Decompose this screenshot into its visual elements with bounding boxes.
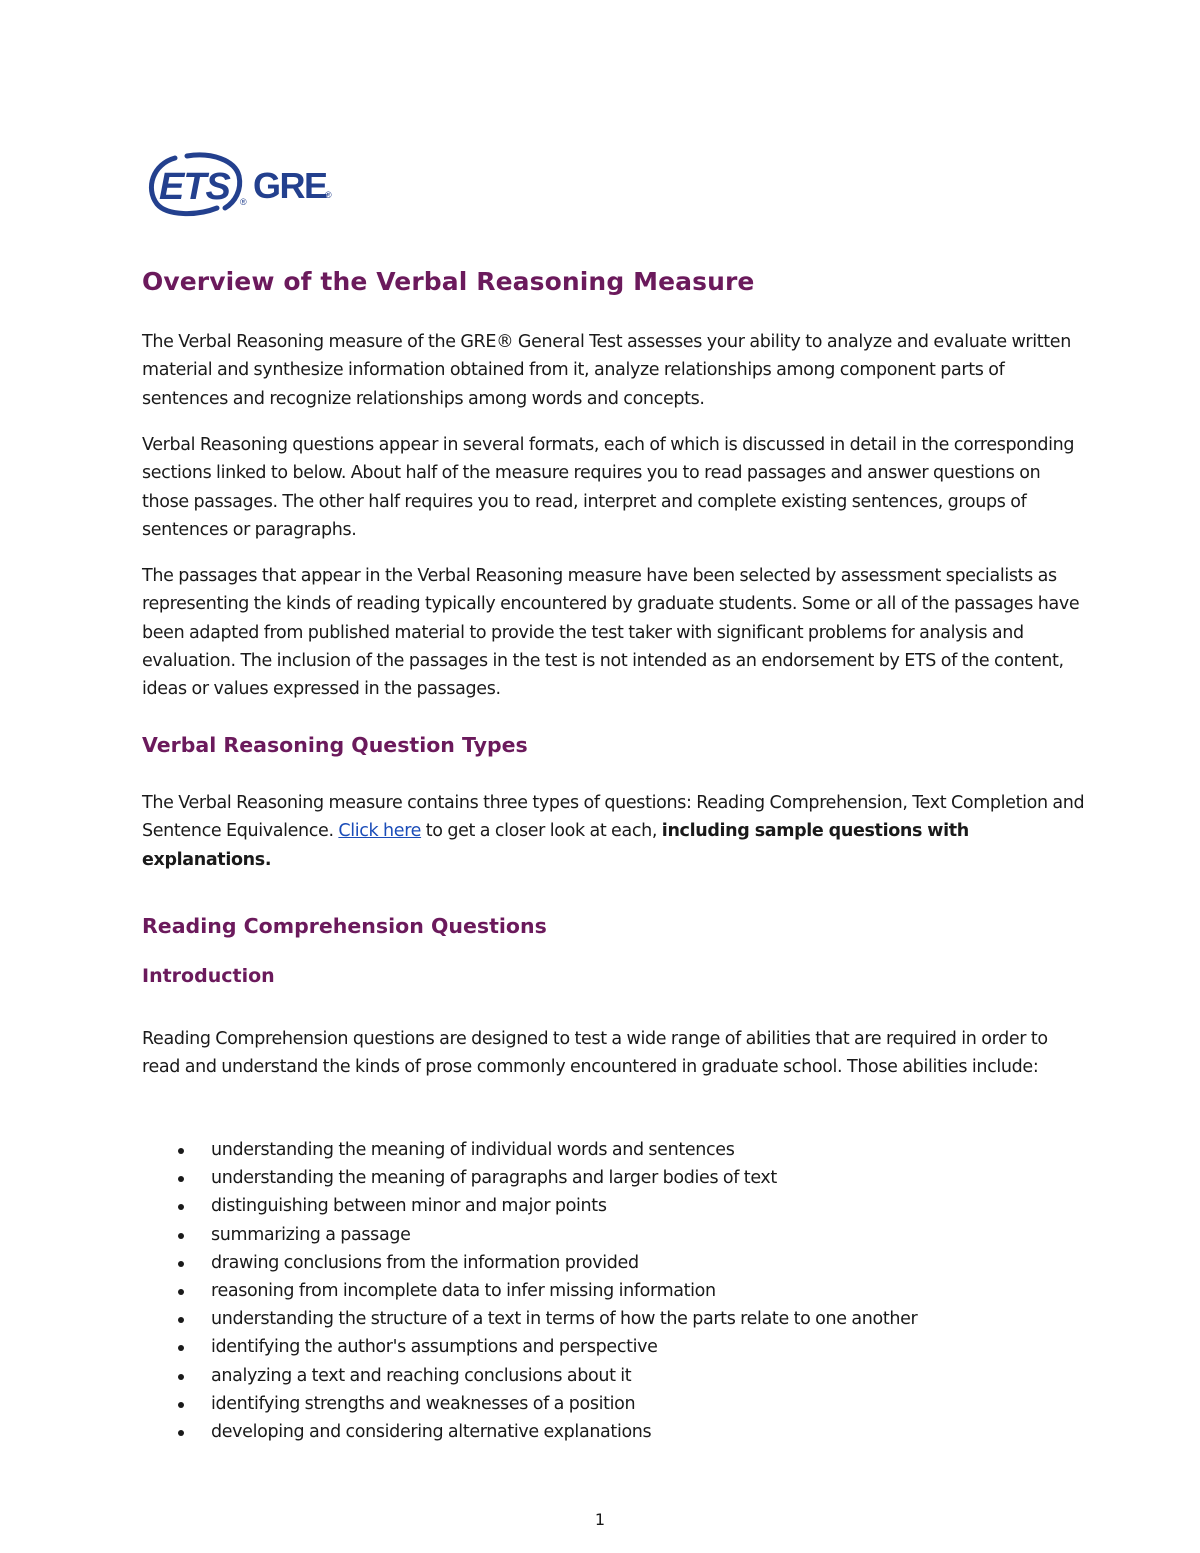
- page-title: Overview of the Verbal Reasoning Measure: [142, 267, 755, 296]
- list-item: [142, 1164, 1092, 1192]
- bullet-icon: [178, 1233, 184, 1239]
- svg-text:®: ®: [240, 197, 247, 207]
- list-item-text: drawing conclusions from the information provided: [211, 1252, 639, 1273]
- list-item: [142, 1277, 1092, 1305]
- list-item: [142, 1192, 1092, 1220]
- list-item: [142, 1136, 1092, 1164]
- question-types-text-after: to get a closer look at each,: [421, 821, 662, 842]
- reading-comprehension-intro: Reading Comprehension questions are designed to test a wide range of abilities that are required in order to read and understand the kinds of prose commonly encountered in graduate school. Those abilities include:: [142, 1029, 1048, 1078]
- list-item-text: understanding the meaning of paragraphs and larger bodies of text: [211, 1168, 777, 1189]
- introduction-subheading: Introduction: [142, 965, 275, 987]
- intro-paragraph-2: Verbal Reasoning questions appear in several formats, each of which is discussed in detail in the corresponding sections linked to below. About half of the measure requires you to read passages and answer questions on those passages. The other half requires you to read, interpret and complete existing sentences, groups of sentences or paragraphs.: [142, 435, 1075, 540]
- list-item: [142, 1333, 1092, 1361]
- question-types-bold-text: including sample questions with explanations: [142, 821, 969, 870]
- list-item-text: reasoning from incomplete data to infer missing information: [211, 1281, 716, 1302]
- bullet-icon: [178, 1261, 184, 1267]
- abilities-list: [142, 1136, 1092, 1446]
- bullet-icon: [178, 1289, 184, 1295]
- bullet-icon: [178, 1430, 184, 1436]
- bullet-icon: [178, 1204, 184, 1210]
- list-item-text: analyzing a text and reaching conclusions about it: [211, 1365, 632, 1386]
- question-types-text: The Verbal Reasoning measure contains three types of questions: Reading Comprehension, Text Completion and Sentence Equivalence.: [142, 793, 1085, 842]
- gre-logo-text: GRE: [253, 165, 327, 206]
- click-here-link[interactable]: Click here: [338, 821, 422, 842]
- bullet-icon: [178, 1402, 184, 1408]
- intro-paragraph-1: The Verbal Reasoning measure of the GRE® General Test assesses your ability to analyze and evaluate written material and synthesize information obtained from it, analyze relationships among component parts of sentences and recognize relationships among words and concepts.: [142, 332, 1071, 409]
- reading-comprehension-heading: Reading Comprehension Questions: [142, 914, 547, 938]
- svg-text:®: ®: [325, 190, 332, 200]
- list-item: [142, 1362, 1092, 1390]
- bullet-icon: [178, 1374, 184, 1380]
- bullet-icon: [178, 1176, 184, 1182]
- bullet-icon: [178, 1345, 184, 1351]
- list-item-text: distinguishing between minor and major points: [211, 1196, 607, 1217]
- list-item: [142, 1390, 1092, 1418]
- list-item-text: identifying the author's assumptions and perspective: [211, 1337, 658, 1358]
- intro-paragraph-3: The passages that appear in the Verbal Reasoning measure have been selected by assessment specialists as representing the kinds of reading typically encountered by graduate students. Some or all of the passages have been adapted from published material to provide the test taker with significant problems for analysis and evaluation. The inclusion of the passages in the test is not intended as an endorsement by ETS of the content, ideas or values expressed in the passages.: [142, 566, 1080, 700]
- bullet-icon: [178, 1317, 184, 1323]
- list-item: [142, 1249, 1092, 1277]
- list-item-text: summarizing a passage: [211, 1224, 411, 1245]
- ets-logo-text: ETS: [159, 166, 230, 208]
- ets-gre-logo: [145, 150, 345, 218]
- list-item-text: understanding the structure of a text in terms of how the parts relate to one another: [211, 1309, 918, 1330]
- bullet-icon: [178, 1148, 184, 1154]
- question-types-paragraph: [142, 789, 1087, 874]
- question-types-heading: Verbal Reasoning Question Types: [142, 733, 528, 757]
- list-item-text: understanding the meaning of individual words and sentences: [211, 1140, 735, 1160]
- question-types-end: .: [264, 849, 272, 870]
- page-number: 1: [594, 1510, 606, 1529]
- list-item-text: identifying strengths and weaknesses of a position: [211, 1393, 636, 1414]
- list-item: [142, 1418, 1092, 1446]
- list-item-text: developing and considering alternative explanations: [211, 1422, 652, 1443]
- list-item: [142, 1221, 1092, 1249]
- list-item: [142, 1305, 1092, 1333]
